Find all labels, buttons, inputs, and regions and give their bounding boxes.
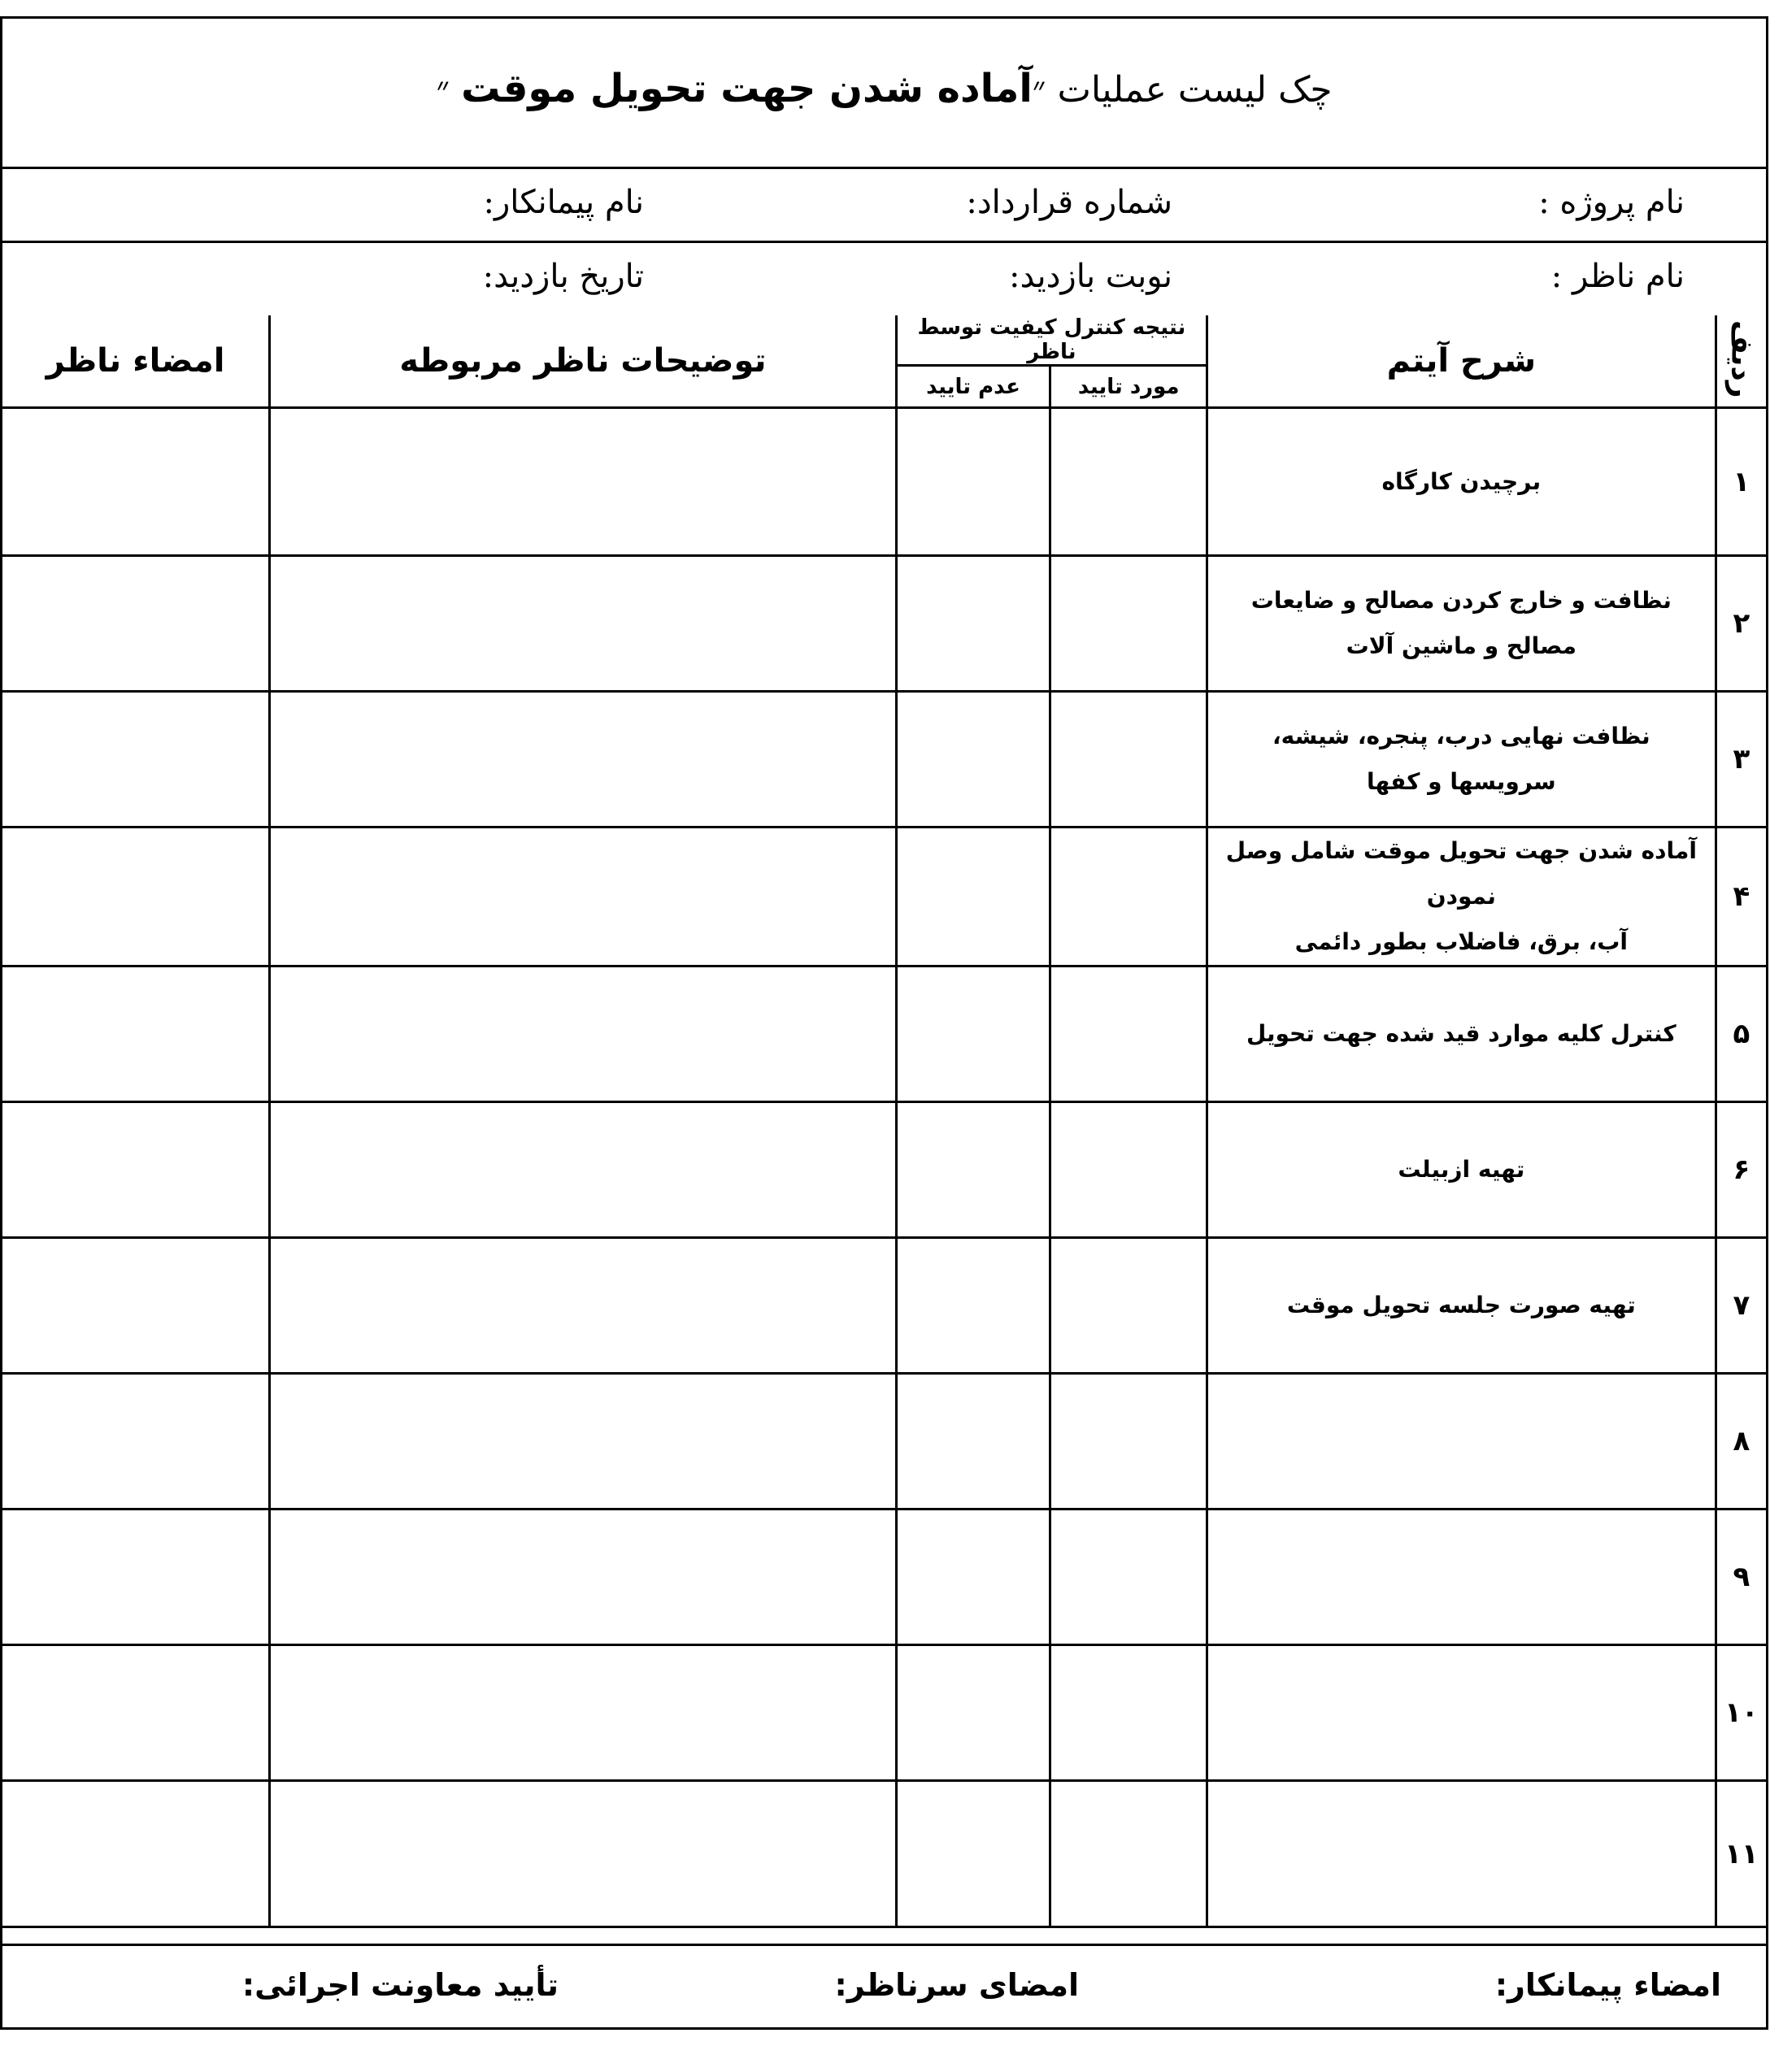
comments-cell[interactable] [270,692,897,827]
project-name-label: نام پروژه : [1538,184,1685,221]
contractor-name-label: نام پیمانکار: [483,184,644,221]
not-approved-cell[interactable] [896,408,1050,556]
comments-cell[interactable] [270,1509,897,1645]
signature-cell[interactable] [2,408,270,556]
not-approved-cell[interactable] [896,1645,1050,1781]
not-approved-cell[interactable] [896,1781,1050,1927]
item-description [1207,408,1716,556]
item-description [1207,1781,1716,1927]
not-approved-cell[interactable] [896,1102,1050,1238]
not-approved-cell[interactable] [896,692,1050,827]
approved-cell[interactable] [1050,1645,1207,1781]
table-row [2,692,1766,827]
not-approved-cell[interactable] [896,556,1050,692]
item-description [1207,556,1716,692]
item-description [1207,1509,1716,1645]
visit-date-label: تاریخ بازدید: [482,258,644,295]
approved-cell[interactable] [1050,1238,1207,1374]
item-description [1207,1102,1716,1238]
item-description [1207,1374,1716,1509]
info-row-project [2,169,1766,241]
item-description [1207,827,1716,966]
signature-cell[interactable] [2,966,270,1102]
row-number: ۱ [1716,408,1766,556]
approved-cell[interactable] [1050,1102,1207,1238]
comments-cell[interactable] [270,966,897,1102]
comments-cell[interactable] [270,1102,897,1238]
table-row [2,1238,1766,1374]
approved-cell[interactable] [1050,1781,1207,1927]
form-title-lead: چک لیست عملیات ״ [1032,69,1333,111]
signature-cell[interactable] [2,1374,270,1509]
item-description-line: آب، برق، فاضلاب بطور دائمی [1294,928,1628,955]
checklist-table [2,315,1766,1928]
approved-cell[interactable] [1050,1509,1207,1645]
signature-cell[interactable] [2,1781,270,1927]
form-title-end: ״ [436,69,462,111]
approved-cell[interactable] [1050,1374,1207,1509]
item-description-line: سرویسها و کفها [1366,768,1556,795]
item-description [1207,692,1716,827]
item-description-line: تهیه صورت جلسه تحویل موقت [1286,1292,1636,1318]
row-number-header: ردیف [1716,315,1766,408]
not-approved-cell[interactable] [896,827,1050,966]
table-row [2,1374,1766,1509]
supervisor-name-label: نام ناظر : [1550,258,1685,295]
table-row [2,1781,1766,1927]
contractor-signature-label: امضاء پیمانکار: [1494,1967,1721,2003]
not-approved-cell[interactable] [896,966,1050,1102]
row-number: ۱۱ [1716,1781,1766,1927]
comments-cell[interactable] [270,827,897,966]
table-row [2,556,1766,692]
comments-cell[interactable] [270,1238,897,1374]
item-description [1207,1238,1716,1374]
qc-result-header: نتیجه کنترل کیفیت توسط ناظر [896,315,1207,366]
row-number: ۸ [1716,1374,1766,1509]
approved-cell[interactable] [1050,556,1207,692]
row-number: ۶ [1716,1102,1766,1238]
visit-turn-label: نوبت بازدید: [1009,258,1172,295]
supervisor-signature-header: امضاء ناظر [2,315,270,408]
item-description [1207,966,1716,1102]
item-description-line: کنترل کلیه موارد قید شده جهت تحویل [1246,1020,1676,1047]
signature-cell[interactable] [2,556,270,692]
item-description-line: آماده شدن جهت تحویل موقت شامل وصل نمودن [1225,837,1697,910]
item-description-line: برچیدن کارگاه [1381,467,1542,495]
item-description-header: شرح آیتم [1207,315,1716,408]
signature-cell[interactable] [2,827,270,966]
comments-cell[interactable] [270,1374,897,1509]
not-approved-header: عدم تایید [896,366,1050,408]
table-row [2,408,1766,556]
form-title [2,66,1766,111]
not-approved-cell[interactable] [896,1509,1050,1645]
contract-number-label: شماره قرارداد: [966,184,1172,221]
row-number: ۵ [1716,966,1766,1102]
comments-cell[interactable] [270,1645,897,1781]
approved-cell[interactable] [1050,692,1207,827]
comments-cell[interactable] [270,408,897,556]
item-description-line: تهیه ازبیلت [1398,1156,1525,1183]
not-approved-cell[interactable] [896,1374,1050,1509]
item-description [1207,1645,1716,1781]
item-description-line: نظافت نهایی درب، پنجره، شیشه، [1272,723,1650,749]
supervisor-comments-header: توضیحات ناظر مربوطه [270,315,897,408]
not-approved-cell[interactable] [896,1238,1050,1374]
signature-cell[interactable] [2,1102,270,1238]
signature-cell[interactable] [2,692,270,827]
row-number: ۷ [1716,1238,1766,1374]
row-number: ۹ [1716,1509,1766,1645]
signature-footer [2,1946,1766,2027]
row-number: ۳ [1716,692,1766,827]
table-row [2,827,1766,966]
approved-cell[interactable] [1050,408,1207,556]
info-row-visit [2,243,1766,315]
table-row [2,1102,1766,1238]
approved-cell[interactable] [1050,966,1207,1102]
deputy-approval-label: تأیید معاونت اجرائی: [241,1967,559,2003]
signature-cell[interactable] [2,1238,270,1374]
comments-cell[interactable] [270,556,897,692]
checklist-form [0,16,1768,2030]
comments-cell[interactable] [270,1781,897,1927]
approved-cell[interactable] [1050,827,1207,966]
row-number: ۲ [1716,556,1766,692]
approved-header: مورد تایید [1050,366,1207,408]
row-number: ۱۰ [1716,1645,1766,1781]
table-row [2,1645,1766,1781]
table-row [2,966,1766,1102]
signature-cell[interactable] [2,1645,270,1781]
signature-cell[interactable] [2,1509,270,1645]
chief-supervisor-signature-label: امضای سرناظر: [834,1967,1079,2003]
row-number: ۴ [1716,827,1766,966]
form-title-main: آماده شدن جهت تحویل موقت [461,66,1033,111]
item-description-line: نظافت و خارج کردن مصالح و ضایعات [1250,587,1672,614]
item-description-line: مصالح و ماشین آلات [1346,632,1577,659]
table-row [2,1509,1766,1645]
